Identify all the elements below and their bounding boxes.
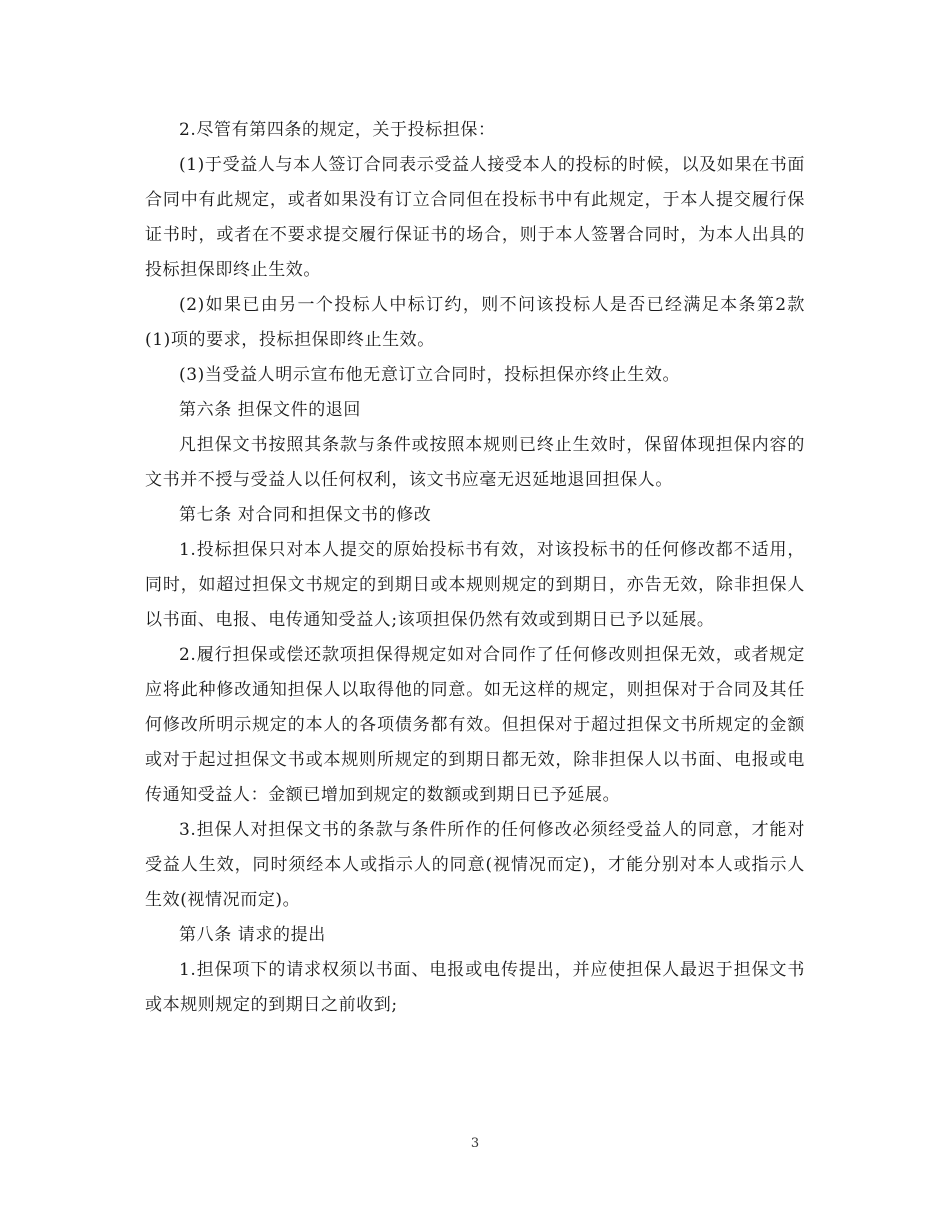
paragraph: (3)当受益人明示宣布他无意订立合同时，投标担保亦终止生效。 (179, 365, 681, 385)
paragraph: 1.投标担保只对本人提交的原始投标书有效，对该投标书的任何修改都不适用，同时，如超过担保文书规定的到期日或本规则规定的到期日，亦告无效，除非担保人以书面、电报、电传通知受益人;该项担保仍然有效或到期日已予以延展。 (145, 540, 805, 630)
document-body (145, 113, 805, 1023)
page-number: 3 (470, 1136, 480, 1151)
paragraph: 1.担保项下的请求权须以书面、电报或电传提出，并应使担保人最迟于担保文书或本规则规定的到期日之前收到; (145, 960, 805, 1015)
article-heading: 第六条 担保文件的退回 (179, 400, 362, 420)
paragraph: 2.履行担保或偿还款项担保得规定如对合同作了任何修改则担保无效，或者规定应将此种修改通知担保人以取得他的同意。如无这样的规定，则担保对于合同及其任何修改所明示规定的本人的各项债务都有效。但担保对于超过担保文书所规定的金额或对于起过担保文书或本规则所规定的到期日都无效，除非担保人以书面、电报或电传通知受益人：金额已增加到规定的数额或到期日已予延展。 (145, 645, 805, 805)
paragraph: 3.担保人对担保文书的条款与条件所作的任何修改必须经受益人的同意，才能对受益人生效，同时须经本人或指示人的同意(视情况而定)，才能分别对本人或指示人生效(视情况而定)。 (145, 820, 805, 910)
paragraph: (1)于受益人与本人签订合同表示受益人接受本人的投标的时候，以及如果在书面合同中有此规定，或者如果没有订立合同但在投标书中有此规定，于本人提交履行保证书时，或者在不要求提交履行保证书的场合，则于本人签署合同时，为本人出具的投标担保即终止生效。 (145, 155, 805, 280)
paragraph: 凡担保文书按照其条款与条件或按照本规则已终止生效时，保留体现担保内容的文书并不授与受益人以任何权利，该文书应毫无迟延地退回担保人。 (145, 435, 805, 490)
article-heading: 第七条 对合同和担保文书的修改 (179, 505, 432, 525)
paragraph: (2)如果已由另一个投标人中标订约，则不问该投标人是否已经满足本条第2款(1)项的要求，投标担保即终止生效。 (145, 295, 805, 350)
article-heading: 第八条 请求的提出 (179, 925, 326, 945)
paragraph: 2.尽管有第四条的规定，关于投标担保： (179, 120, 496, 140)
